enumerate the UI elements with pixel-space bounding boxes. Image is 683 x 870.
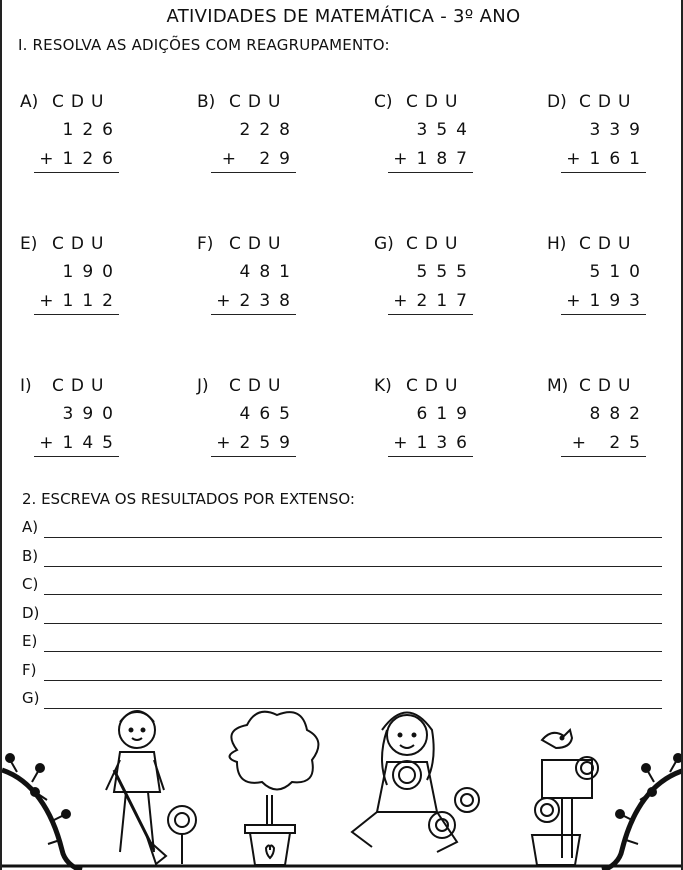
addition-problem <box>374 234 514 334</box>
second-addend: +161 <box>566 149 649 169</box>
second-addend: + 25 <box>571 433 649 453</box>
problem-label: D) <box>547 92 567 112</box>
addition-problem <box>374 376 514 476</box>
sum-line <box>388 172 473 173</box>
boy-with-shovel-icon <box>106 711 166 864</box>
answer-line-label: F) <box>22 660 37 679</box>
sum-line <box>561 314 646 315</box>
bird-on-sign-icon <box>532 730 598 865</box>
first-addend: 465 <box>239 404 299 424</box>
first-addend: 619 <box>416 404 476 424</box>
answer-line-label: A) <box>22 518 39 536</box>
problem-label: G) <box>374 234 394 254</box>
answer-underline <box>44 594 662 595</box>
section-2-heading: 2. ESCREVA OS RESULTADOS POR EXTENSO: <box>22 490 355 508</box>
addition-problem <box>197 234 337 334</box>
answer-underline <box>44 680 662 681</box>
second-addend: +238 <box>216 291 299 311</box>
answer-line-label: D) <box>22 603 40 622</box>
second-addend: +145 <box>39 433 122 453</box>
sum-line <box>34 456 119 457</box>
addition-problem <box>547 92 683 192</box>
sum-line <box>211 172 296 173</box>
first-addend: 190 <box>62 262 122 282</box>
problem-label: A) <box>20 92 39 112</box>
first-addend: 228 <box>239 120 299 140</box>
problem-label: M) <box>547 376 569 396</box>
second-addend: +136 <box>393 433 476 453</box>
answer-writing-line[interactable] <box>22 518 662 538</box>
page-title: ATIVIDADES DE MATEMÁTICA - 3º ANO <box>166 6 521 27</box>
answer-writing-line[interactable] <box>22 632 662 652</box>
decorative-illustration <box>2 700 683 870</box>
problem-label: F) <box>197 234 214 254</box>
answer-underline <box>44 566 662 567</box>
column-header-cdu: CDU <box>579 92 638 112</box>
problem-label: B) <box>197 92 216 112</box>
problem-label: J) <box>197 376 209 396</box>
column-header-cdu: CDU <box>229 234 288 254</box>
answer-underline <box>44 651 662 652</box>
column-header-cdu: CDU <box>229 92 288 112</box>
addition-problem <box>547 234 683 334</box>
addition-problem <box>374 92 514 192</box>
column-header-cdu: CDU <box>52 376 111 396</box>
problem-label: C) <box>374 92 393 112</box>
sum-line <box>388 314 473 315</box>
answer-line-label: B) <box>22 546 39 565</box>
column-header-cdu: CDU <box>579 234 638 254</box>
answer-underline <box>44 537 662 538</box>
column-header-cdu: CDU <box>229 376 288 396</box>
answer-writing-line[interactable] <box>22 575 662 595</box>
flower-icon <box>429 788 479 838</box>
column-header-cdu: CDU <box>406 92 465 112</box>
second-addend: + 29 <box>221 149 299 169</box>
column-header-cdu: CDU <box>52 92 111 112</box>
problem-label: H) <box>547 234 567 254</box>
sum-line <box>561 456 646 457</box>
sum-line <box>211 456 296 457</box>
addition-problem <box>197 92 337 192</box>
tree-in-pot-icon <box>230 712 319 865</box>
second-addend: +187 <box>393 149 476 169</box>
second-addend: +259 <box>216 433 299 453</box>
answer-line-label: G) <box>22 689 40 707</box>
first-addend: 481 <box>239 262 299 282</box>
column-header-cdu: CDU <box>406 376 465 396</box>
second-addend: +217 <box>393 291 476 311</box>
second-addend: +112 <box>39 291 122 311</box>
answer-writing-line[interactable] <box>22 547 662 567</box>
section-1-heading: I. RESOLVA AS ADIÇÕES COM REAGRUPAMENTO: <box>18 36 390 54</box>
answer-writing-line[interactable] <box>22 604 662 624</box>
addition-problem <box>20 234 160 334</box>
problem-label: I) <box>20 376 32 396</box>
answer-line-label: E) <box>22 632 38 650</box>
addition-problem <box>197 376 337 476</box>
sum-line <box>388 456 473 457</box>
sum-line <box>34 172 119 173</box>
first-addend: 126 <box>62 120 122 140</box>
addition-problem <box>20 376 160 476</box>
answer-writing-line[interactable] <box>22 661 662 681</box>
first-addend: 390 <box>62 404 122 424</box>
addition-problem <box>20 92 160 192</box>
second-addend: +126 <box>39 149 122 169</box>
sum-line <box>211 314 296 315</box>
column-header-cdu: CDU <box>52 234 111 254</box>
flower-icon <box>168 806 196 864</box>
problem-label: E) <box>20 234 38 254</box>
sum-line <box>561 172 646 173</box>
column-header-cdu: CDU <box>579 376 638 396</box>
first-addend: 555 <box>416 262 476 282</box>
problem-label: K) <box>374 376 392 396</box>
first-addend: 354 <box>416 120 476 140</box>
first-addend: 882 <box>589 404 649 424</box>
first-addend: 339 <box>589 120 649 140</box>
right-vine-icon <box>602 770 683 870</box>
sum-line <box>34 314 119 315</box>
addition-problem <box>547 376 683 476</box>
answer-underline <box>44 623 662 624</box>
second-addend: +193 <box>566 291 649 311</box>
column-header-cdu: CDU <box>406 234 465 254</box>
answer-line-label: C) <box>22 575 39 593</box>
first-addend: 510 <box>589 262 649 282</box>
left-vine-icon <box>2 770 82 870</box>
